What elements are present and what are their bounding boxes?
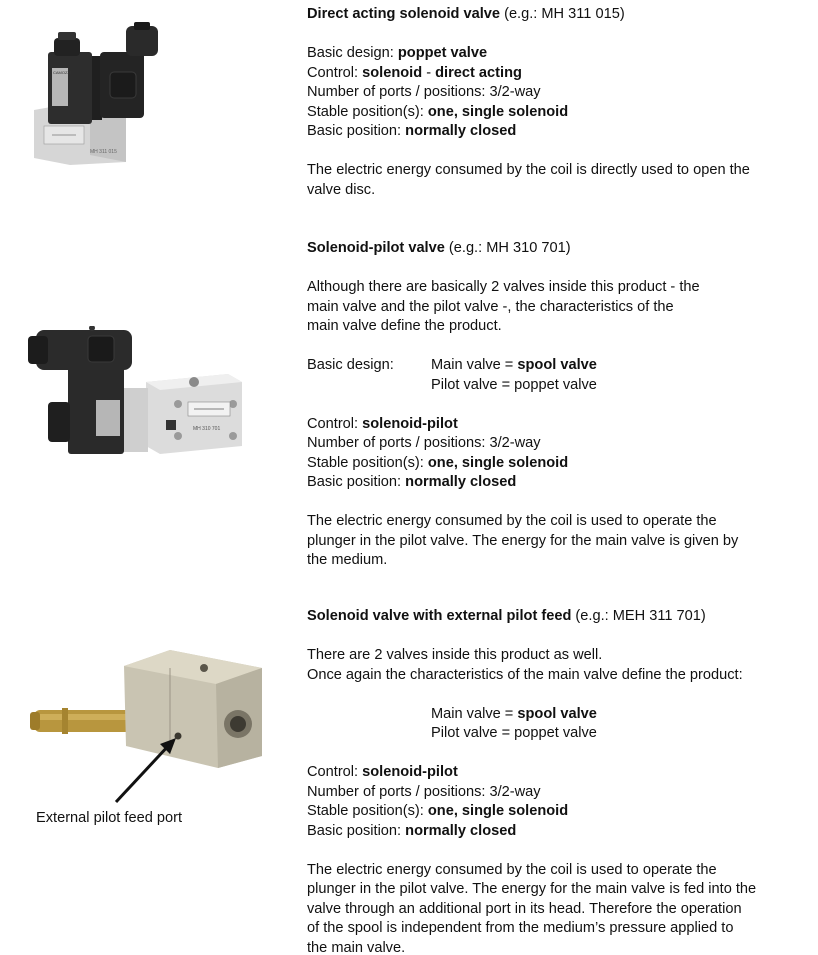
- description-line: the medium.: [307, 552, 388, 568]
- stable-position-line: Stable position(s): one, single solenoid: [307, 803, 569, 819]
- control-line: Control: solenoid - direct acting: [307, 64, 522, 81]
- section-title: Solenoid-pilot valve (e.g.: MH 310 701): [307, 240, 571, 256]
- description-line: plunger in the pilot valve. The energy for the main valve is fed into the: [307, 881, 757, 897]
- pilot-valve-line: Pilot valve = poppet valve: [431, 376, 597, 393]
- intro-line: Once again the characteristics of the main valve define the product:: [307, 666, 743, 683]
- description-line: plunger in the pilot valve. The energy for the main valve is given by: [307, 532, 739, 549]
- description-line: valve disc.: [307, 181, 376, 198]
- section-direct-acting: [307, 5, 812, 200]
- intro-line: There are 2 valves inside this product as well.: [307, 647, 603, 663]
- description-line: valve through an additional port in its head. Therefore the operation: [307, 900, 742, 917]
- control-line: Control: solenoid-pilot: [307, 764, 458, 780]
- pilot-valve-line: Pilot valve = poppet valve: [431, 725, 597, 741]
- description-line: the main valve.: [307, 939, 406, 955]
- ports-line: Number of ports / positions: 3/2-way: [307, 435, 541, 451]
- section-solenoid-pilot: [307, 239, 812, 571]
- section-title: Solenoid valve with external pilot feed (e.g.: MEH 311 701): [307, 608, 706, 624]
- stable-position-line: Stable position(s): one, single solenoid: [307, 103, 569, 120]
- intro-line: main valve define the product.: [307, 318, 502, 334]
- body-label-text: MH 311 015: [90, 149, 117, 155]
- coil-brand-text: CAMOZZI: [53, 70, 71, 75]
- main-valve-line: Main valve = spool valve: [431, 705, 597, 722]
- description-line: The electric energy consumed by the coil is directly used to open the: [307, 162, 750, 178]
- direct-acting-valve-photo: [30, 22, 180, 167]
- intro-line: Although there are basically 2 valves inside this product - the: [307, 279, 700, 295]
- pilot-feed-caption: External pilot feed port: [36, 810, 183, 826]
- intro-line: main valve and the pilot valve -, the characteristics of the: [307, 298, 674, 315]
- main-valve-line: Basic design: Main valve = spool valve: [307, 357, 597, 373]
- basic-position-line: Basic position: normally closed: [307, 123, 517, 139]
- ports-line: Number of ports / positions: 3/2-way: [307, 84, 541, 100]
- section-title: Direct acting solenoid valve (e.g.: MH 311 015): [307, 6, 625, 22]
- description-line: The electric energy consumed by the coil is used to operate the: [307, 861, 717, 878]
- stable-position-line: Stable position(s): one, single solenoid: [307, 454, 569, 471]
- description-line: The electric energy consumed by the coil is used to operate the: [307, 513, 717, 529]
- solenoid-pilot-valve-photo: [28, 326, 248, 464]
- control-line: Control: solenoid-pilot: [307, 415, 458, 432]
- basic-position-line: Basic position: normally closed: [307, 822, 517, 839]
- external-pilot-valve-photo: [30, 644, 270, 809]
- description-line: of the spool is independent from the medium’s pressure applied to: [307, 920, 734, 936]
- body-label-text: MH 310 701: [193, 426, 221, 432]
- pilot-port-arrow: [116, 744, 170, 802]
- section-external-pilot: [307, 607, 812, 955]
- ports-line: Number of ports / positions: 3/2-way: [307, 783, 541, 800]
- basic-design-line: Basic design: poppet valve: [307, 45, 488, 61]
- basic-position-line: Basic position: normally closed: [307, 474, 517, 490]
